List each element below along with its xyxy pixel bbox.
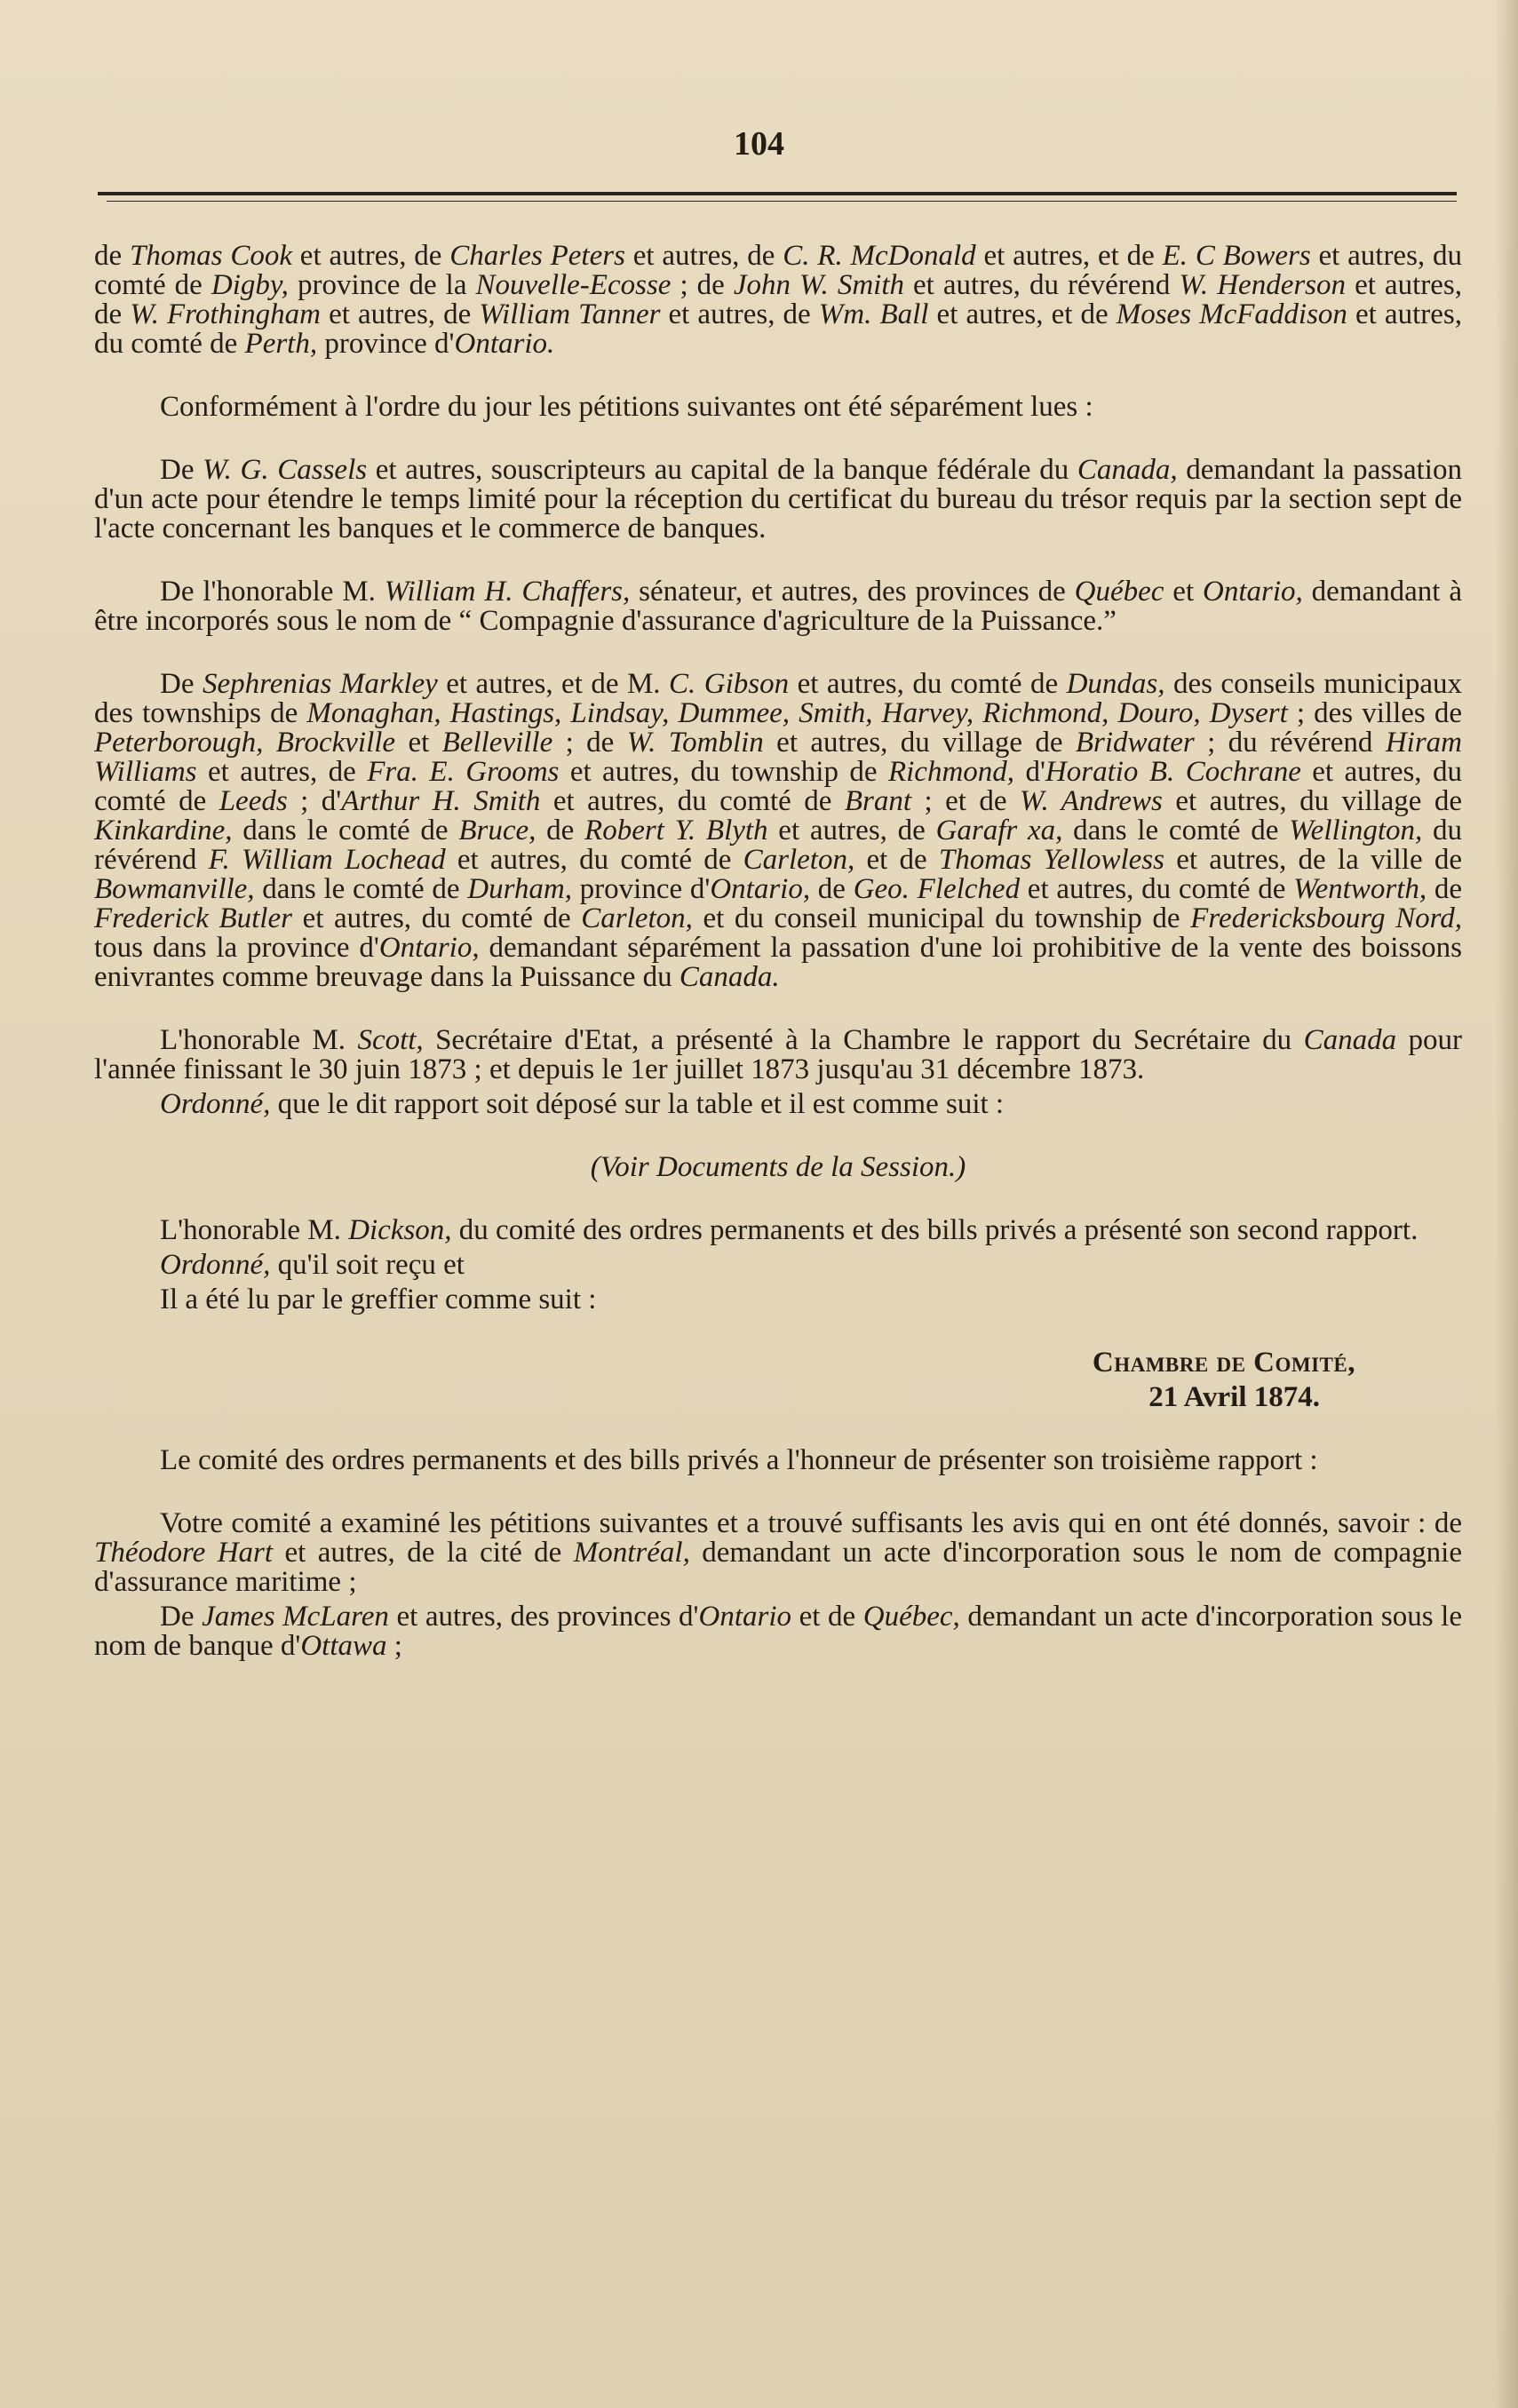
paragraph-prohibition-petitions: De Sephrenias Markley et autres, et de M. C. Gibson et autres, du comté de Dundas, des conseils municipaux des townships de Monaghan, Hastings, Lindsay, Dummee, Smith, Harvey, Richmond, Douro, Dysert ; des villes de Peterborough, Brockville et Belleville ; de W. Tomblin et autres, du village de Bridwater ; du révérend Hiram Williams et autres, de Fra. E. Grooms et autres, du township de Richmond, d'Horatio B. Cochrane et autres, du comté de Leeds ; d'Arthur H. Smith et autres, du comté de Brant ; et de W. Andrews et autres, du village de Kinkardine, dans le comté de Bruce, de Robert Y. Blyth et autres, de Garafr xa, dans le comté de Wellington, du révérend F. William Lochead et autres, du comté de Carleton, et de Thomas Yellowless et autres, de la ville de Bowmanville, dans le comté de Durham, province d'Ontario, de Geo. Flelched et autres, du comté de Wentworth, de Frederick Butler et autres, du comté de Carleton, et du conseil municipal du township de Fredericksbourg Nord, tous dans la province d'Ontario, demandant séparément la passation d'une loi prohibitive de la vente des boissons enivrantes comme breuvage dans la Puissance du Canada. — [94, 668, 1463, 993]
paragraph-dickson-report: L'honorable M. Dickson, du comité des ordres permanents et des bills privés a présenté son second rapport. — [160, 1214, 1419, 1246]
paragraph-ordered-table: Ordonné, que le dit rapport soit déposé sur la table et il est comme suit : — [160, 1088, 1005, 1120]
binding-shadow — [1495, 0, 1518, 2408]
paragraph-see-documents: (Voir Documents de la Session.) — [590, 1151, 966, 1183]
paragraph-order-of-day: Conformément à l'ordre du jour les pétitions suivantes ont été séparément lues : — [160, 391, 1093, 423]
paragraph-committee-intro: Le comité des ordres permanents et des bills privés a l'honneur de présenter son troisième rapport : — [160, 1444, 1318, 1476]
paragraph-ordered-received: Ordonné, qu'il soit reçu et — [160, 1249, 465, 1281]
paragraph-hart-petition: Votre comité a examiné les pétitions suivantes et a trouvé suffisants les avis qui en ont été donnés, savoir : de Théodore Hart et autres, de la cité de Montréal, demandant un acte d'incorporation sous le nom de compagnie d'assurance maritime ; — [94, 1507, 1462, 1598]
paragraph-chaffers-petition: De l'honorable M. William H. Chaffers, sénateur, et autres, des provinces de Québec et Ontario, demandant à être incorporés sous le nom de “ Compagnie d'assurance d'agriculture de la Puissance.” — [94, 576, 1462, 637]
paragraph-cassels-petition: De W. G. Cassels et autres, souscripteurs au capital de la banque fédérale du Canada, demandant la passation d'un acte pour étendre le temps limité pour la réception du certificat du bureau du trésor requis par la section sept de l'acte concernant les banques et le commerce de banques. — [94, 454, 1462, 544]
paragraph-read-by-clerk: Il a été lu par le greffier comme suit : — [160, 1283, 597, 1315]
page-number: 104 — [734, 125, 784, 163]
paragraph-petitions-list: de Thomas Cook et autres, de Charles Peters et autres, de C. R. McDonald et autres, et de E. C Bowers et autres, du comté de Digby, province de la Nouvelle-Ecosse ; de John W. Smith et autres, du révérend W. Henderson et autres, de W. Frothingham et autres, de William Tanner et autres, de Wm. Ball et autres, et de Moses McFaddison et autres, du comté de Perth, province d'Ontario. — [94, 240, 1462, 360]
committee-room-heading: Chambre de Comité, — [1092, 1347, 1355, 1379]
body-text — [94, 242, 1462, 1661]
committee-date: 21 Avril 1874. — [1148, 1381, 1320, 1413]
paragraph-scott-report: L'honorable M. Scott, Secrétaire d'Etat, a présenté à la Chambre le rapport du Secrétaire du Canada pour l'année finissant le 30 juin 1873 ; et depuis le 1er juillet 1873 jusqu'au 31 décembre 1873. — [94, 1024, 1462, 1085]
paragraph-mclaren-petition: De James McLaren et autres, des provinces d'Ontario et de Québec, demandant un acte d'incorporation sous le nom de banque d'Ottawa ; — [94, 1601, 1462, 1662]
header-rule — [98, 192, 1457, 195]
header-rule-thin — [107, 201, 1457, 202]
